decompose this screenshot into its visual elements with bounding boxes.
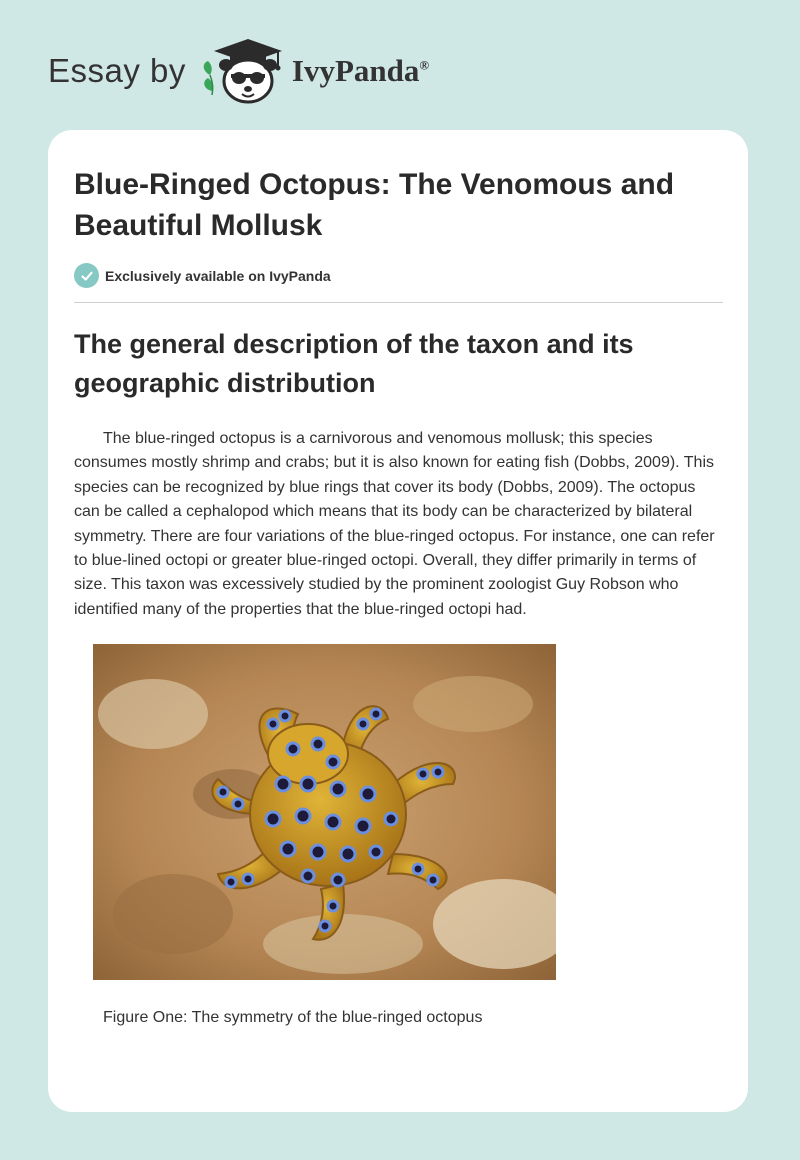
divider [74,302,723,303]
panda-graduate-icon [200,35,290,107]
figure-caption: Figure One: The symmetry of the blue-ringed octopus [103,1009,483,1026]
page-title: Blue-Ringed Octopus: The Venomous and Beautiful Mollusk [74,168,675,242]
exclusive-badge [74,263,331,288]
article-card [48,130,748,1112]
check-icon [74,263,99,288]
exclusive-label: Exclusively available on IvyPanda [105,267,331,284]
brand-name: IvyPanda® [291,53,430,88]
section-heading: The general description of the taxon and its geographic distribution [74,329,634,398]
brand-prefix: Essay by [48,52,186,89]
brand-header [48,36,429,106]
registered-mark: ® [419,57,430,73]
octopus-photo [93,644,556,980]
body-paragraph: The blue-ringed octopus is a carnivorous and venomous mollusk; this species consumes mostly shrimp and crabs; but it is also known for eating fish (Dobbs, 2009). This species can be recognized by blue rings that cover its body (Dobbs, 2009). The octopus can be called a cephalopod which means that its body can be characterized by bilateral symmetry. There are four variations of the blue-ringed octopus. For instance, one can refer to blue-lined octopi or greater blue-ringed octopi. Overall, they differ primarily in terms of size. This taxon was excessively studied by the prominent zoologist Guy Robson who identified many of the properties that the blue-ringed octopi had. [74,430,715,618]
